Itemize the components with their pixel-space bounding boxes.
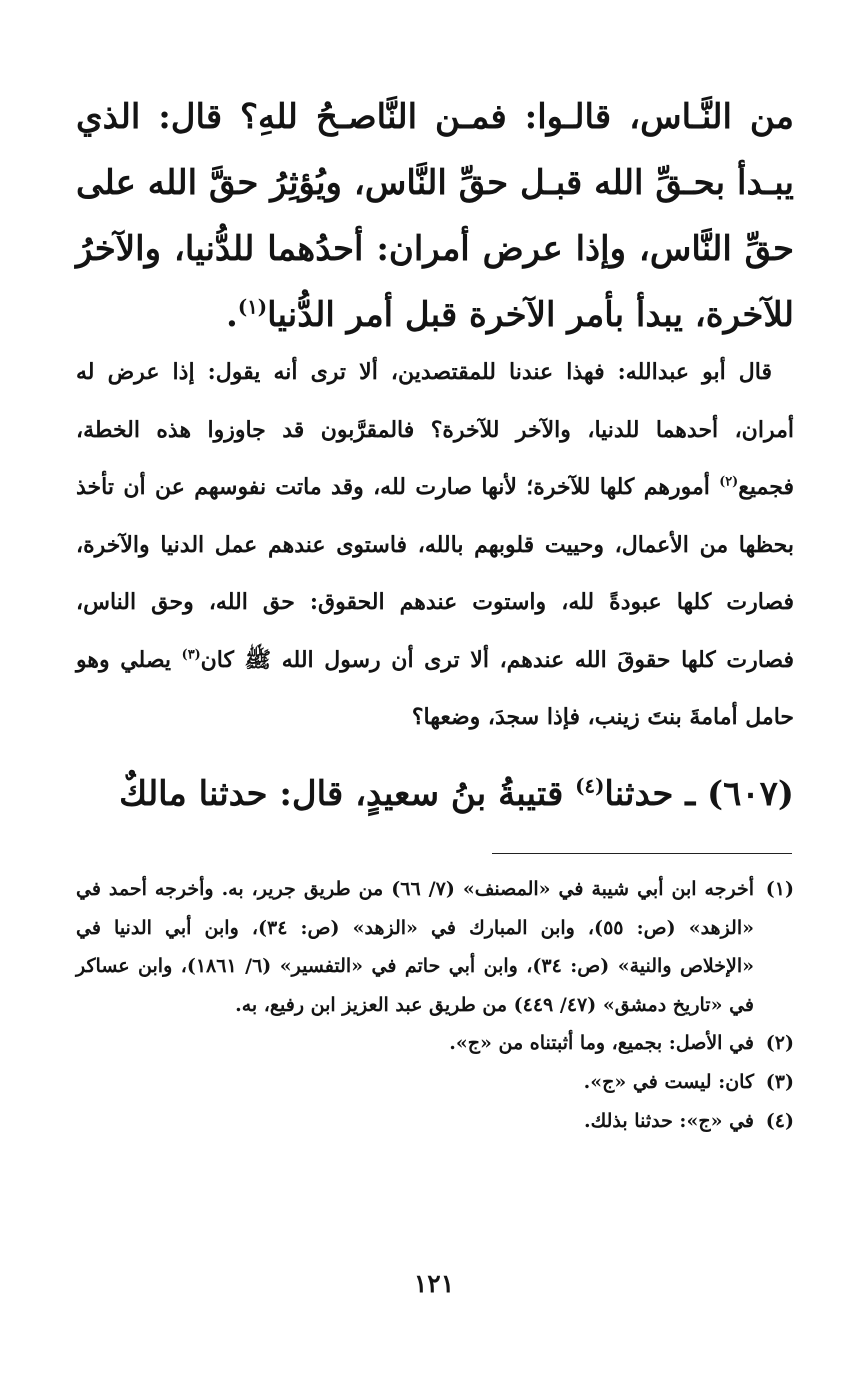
footnote-number: (٤) [765, 1109, 794, 1132]
commentary-part-2: أمورهم كلها للآخرة؛ لأنها صارت لله، وقد ماتت نفوسهم عن أن تأخذ بحظها من الأعمال، وحييت قلوبهم بالله، فاستوى عندهم عمل الدنيا والآخرة، فصارت كلها عبودةً لله، واستوت عندهم الحقوق: حق الله، وحق الناس، فصارت كلها حقوقَ الله عندهم، ألا ترى أن رسول الله ﷺ كان [76, 474, 794, 673]
footnote-3 [76, 1063, 794, 1102]
footnote-text: كان: ليست في «ج». [583, 1070, 754, 1093]
hadith-number: (٦٠٧) [707, 774, 794, 814]
footnote-number: (٢) [765, 1032, 794, 1055]
footnote-4 [76, 1102, 794, 1141]
footnote-ref-1: (١) [237, 294, 268, 319]
footnote-number: (١) [765, 878, 794, 900]
footnote-ref-3: (٣) [181, 647, 201, 663]
footnote-text: أخرجه ابن أبي شيبة في «المصنف» (٧/ ٦٦) من طريق جرير، به. وأخرجه أحمد في «الزهد» (ص: ٥٥)، وابن المبارك في «الزهد» (ص: ٣٤)، وابن أبي الدنيا في «الإخلاص والنية» (ص: ٣٤)، وابن أبي حاتم في «التفسير» (٦/ ١٨٦١)، وابن عساكر في «تاريخ دمشق» (٤٧/ ٤٤٩) من طريق عبد العزيز ابن رفيع، به. [76, 878, 754, 1016]
footnote-number: (٣) [765, 1070, 794, 1093]
hadith-rest: قتيبةُ بنُ سعيدٍ، قال: حدثنا مالكٌ [119, 774, 576, 814]
footnotes-list [76, 870, 794, 1140]
footnote-2 [76, 1024, 794, 1063]
main-text-body: من النَّـاس، قالـوا: فمـن النَّاصـحُ للهِ؟ قال: الذي يبـدأ بحـقِّ الله قبـل حقِّ النَّاس، ويُؤثِرُ حقَّ الله على حقِّ النَّاس، وإذا عرض أمران: أحدُهما للدُّنيا، والآخرُ للآخرة، يبدأ بأمر الآخرة قبل أمر الدُّنيا [76, 97, 794, 335]
commentary-part-3: يصلي وهو حامل أمامةَ بنتَ زينب، فإذا سجدَ، وضعها؟ [76, 646, 794, 730]
footnote-text: في الأصل: بجميع، وما أثبتناه من «ج». [449, 1032, 754, 1055]
footnote-text: في «ج»: حدثنا بذلك. [584, 1109, 754, 1132]
footnote-ref-2: (٢) [719, 474, 739, 490]
footnote-1 [76, 870, 794, 1024]
hadith-dash: ـ [673, 774, 708, 814]
page-number: ١٢١ [413, 1269, 455, 1298]
commentary-part-1: قال أبو عبدالله: فهذا عندنا للمقتصدين، ألا ترى أنه يقول: إذا عرض له أمران، أحدهما للدنيا، والآخر للآخرة؟ فالمقرَّبون قد جاوزوا هذه الخطة، فجميع [76, 359, 794, 500]
main-text-paragraph [76, 84, 794, 348]
hadith-lead: حدثنا [604, 774, 674, 814]
footnote-ref-4: (٤) [575, 773, 605, 798]
main-text-end: . [226, 295, 238, 335]
hadith-heading [76, 764, 794, 824]
commentary-paragraph [76, 344, 794, 747]
footnote-divider [492, 853, 792, 854]
